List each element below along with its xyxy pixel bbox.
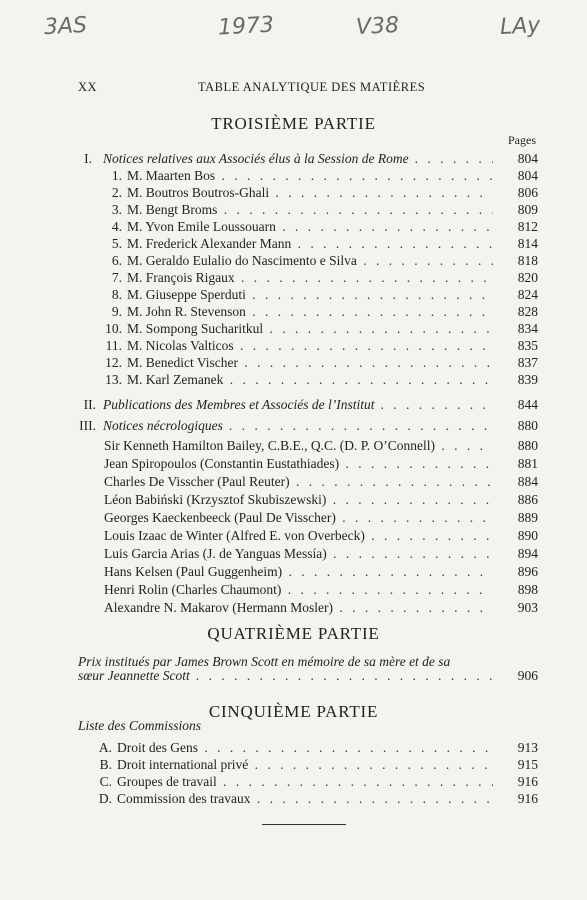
page-ref: 916: [517, 791, 538, 806]
toc-entry-obituary: [0, 438, 587, 456]
entry-title: M. Sompong Sucharitkul . . .: [127, 321, 493, 337]
toc-entry-obituary: [0, 510, 587, 528]
part-heading-fourth: QUATRIÈME PARTIE: [207, 624, 380, 643]
entry-title: M. Boutros Boutros-Ghali . . .: [127, 185, 493, 201]
toc-entry-commission: [0, 757, 587, 775]
page-ref: 880: [517, 438, 538, 453]
toc-entry-commission: [0, 774, 587, 792]
toc-entry-associate: [0, 372, 587, 390]
entry-title: M. Maarten Bos . . .: [127, 168, 493, 184]
page-ref: 881: [517, 456, 538, 471]
toc-section-2: [0, 397, 587, 415]
entry-title: Publications des Membres et Associés de l’Institut . . .: [103, 397, 493, 413]
page-ref: 839: [517, 372, 538, 387]
toc-entry-obituary: [0, 546, 587, 564]
toc-entry-obituary: [0, 600, 587, 618]
toc-entry-associate: [0, 185, 587, 203]
entry-number: C.: [99, 774, 112, 789]
page-ref: 837: [517, 355, 538, 370]
toc-entry-associate: [0, 168, 587, 186]
entry-title: Henri Rolin (Charles Chaumont) . . .: [104, 582, 492, 598]
entry-number: B.: [99, 757, 112, 772]
entry-number: 6.: [111, 253, 122, 268]
toc-entry-commission: [0, 791, 587, 809]
entry-title: Notices relatives aux Associés élus à la Session de Rome . . .: [103, 151, 493, 167]
entry-title: Sir Kenneth Hamilton Bailey, C.B.E., Q.C. (D. P. O’Connell) . . .: [104, 438, 492, 454]
handwritten-note-4: LAy: [499, 12, 541, 41]
page-ref: 894: [517, 546, 538, 561]
entry-number: II.: [83, 397, 96, 412]
toc-entry-associate: [0, 321, 587, 339]
entry-title: Droit international privé . . .: [117, 757, 493, 773]
handwritten-note-1: 3AS: [43, 12, 88, 41]
page-ref: 804: [517, 168, 538, 183]
page-ref: 818: [517, 253, 538, 268]
toc-entry-associate: [0, 287, 587, 305]
page-ref: 814: [517, 236, 538, 251]
toc-section-3: [0, 418, 587, 436]
toc-entry-obituary: [0, 474, 587, 492]
entry-number: 11.: [105, 338, 122, 353]
toc-entry-obituary: [0, 492, 587, 510]
entry-number: A.: [98, 740, 112, 755]
entry-title: M. Giuseppe Sperduti . . .: [127, 287, 493, 303]
page-ref: 828: [517, 304, 538, 319]
page-ref: 804: [517, 151, 538, 166]
entry-title: Jean Spiropoulos (Constantin Eustathiades) . . .: [104, 456, 492, 472]
toc-entry-associate: [0, 253, 587, 271]
entry-number: I.: [84, 151, 92, 166]
entry-number: 4.: [111, 219, 122, 234]
page-ref: 880: [517, 418, 538, 433]
toc-entry-associate: [0, 355, 587, 373]
entry-title: Groupes de travail . . .: [117, 774, 493, 790]
part-heading-fifth: CINQUIÈME PARTIE: [208, 702, 379, 721]
prize-title: Prix institués par James Brown Scott en mémoire de sa mère et de sa: [78, 654, 451, 669]
pages-label: Pages: [508, 133, 536, 147]
page-ref: 898: [517, 582, 538, 597]
page-ref: 812: [517, 219, 538, 234]
entry-number: 10.: [105, 321, 122, 336]
entry-title: Commission des travaux . . .: [117, 791, 493, 807]
entry-number: 1.: [111, 168, 122, 183]
entry-number: 7.: [111, 270, 122, 285]
entry-title: M. John R. Stevenson . . .: [127, 304, 493, 320]
toc-entry-associate: [0, 270, 587, 288]
page-ref: 824: [517, 287, 538, 302]
page-ref: 889: [517, 510, 538, 525]
toc-section-1: [0, 151, 587, 169]
entry-number: 3.: [111, 202, 122, 217]
handwritten-note-2: 1973: [217, 12, 275, 41]
entry-title: M. Yvon Emile Loussouarn . . .: [127, 219, 493, 235]
page-title: TABLE ANALYTIQUE DES MATIÈRES: [198, 80, 426, 94]
entry-title: Droit des Gens . . .: [117, 740, 493, 756]
page-ref: 809: [517, 202, 538, 217]
page-ref: 844: [517, 397, 538, 412]
entry-title: M. Nicolas Valticos . . .: [127, 338, 493, 354]
entry-title: M. Bengt Broms . . .: [127, 202, 493, 218]
toc-entry-prize: [0, 668, 587, 686]
entry-number: 9.: [111, 304, 122, 319]
page-number: XX: [78, 80, 98, 94]
page-ref: 903: [517, 600, 538, 615]
toc-entry-obituary: [0, 528, 587, 546]
closing-rule: [262, 824, 346, 825]
page-ref: 890: [517, 528, 538, 543]
entry-number: 13.: [105, 372, 122, 387]
entry-title: M. Karl Zemanek . . .: [127, 372, 493, 388]
entry-number: 5.: [111, 236, 122, 251]
toc-entry-associate: [0, 304, 587, 322]
entry-title: Luis Garcia Arias (J. de Yanguas Messía) . . .: [104, 546, 492, 562]
toc-entry-associate: [0, 338, 587, 356]
page-ref: 916: [517, 774, 538, 789]
entry-title: Alexandre N. Makarov (Hermann Mosler) . . .: [104, 600, 492, 616]
part-heading-third: TROISIÈME PARTIE: [211, 114, 376, 133]
prize-title-cont: sœur Jeannette Scott . . .: [78, 668, 498, 684]
entry-title: Hans Kelsen (Paul Guggenheim) . . .: [104, 564, 492, 580]
page-ref: 896: [517, 564, 538, 579]
toc-entry-associate: [0, 219, 587, 237]
page-ref: 906: [517, 668, 538, 683]
page-ref: 806: [517, 185, 538, 200]
entry-number: 12.: [105, 355, 122, 370]
toc-entry-obituary: [0, 564, 587, 582]
entry-title: Notices nécrologiques . . .: [103, 418, 493, 434]
page-ref: 834: [517, 321, 538, 336]
entry-title: Georges Kaeckenbeeck (Paul De Visscher) . . .: [104, 510, 492, 526]
toc-entry-commission: [0, 740, 587, 758]
page-ref: 820: [517, 270, 538, 285]
commissions-label: Liste des Commissions: [78, 718, 202, 733]
entry-title: M. Geraldo Eulalio do Nascimento e Silva . . .: [127, 253, 493, 269]
toc-entry-associate: [0, 202, 587, 220]
commissions-title: [0, 718, 587, 736]
entry-title: Charles De Visscher (Paul Reuter) . . .: [104, 474, 492, 490]
entry-number: 8.: [111, 287, 122, 302]
entry-number: III.: [79, 418, 96, 433]
page-ref: 884: [517, 474, 538, 489]
page-ref: 886: [517, 492, 538, 507]
entry-title: Louis Izaac de Winter (Alfred E. von Overbeck) . . .: [104, 528, 492, 544]
toc-entry-associate: [0, 236, 587, 254]
entry-title: M. Benedict Vischer . . .: [127, 355, 493, 371]
entry-number: 2.: [111, 185, 122, 200]
entry-title: Léon Babiński (Krzysztof Skubiszewski) . . .: [104, 492, 492, 508]
toc-entry-obituary: [0, 582, 587, 600]
page-ref: 915: [517, 757, 538, 772]
page-ref: 913: [517, 740, 538, 755]
entry-title: M. Frederick Alexander Mann . . .: [127, 236, 493, 252]
entry-number: D.: [98, 791, 112, 806]
toc-entry-obituary: [0, 456, 587, 474]
page-ref: 835: [517, 338, 538, 353]
entry-title: M. François Rigaux . . .: [127, 270, 493, 286]
handwritten-note-3: V38: [355, 12, 400, 41]
